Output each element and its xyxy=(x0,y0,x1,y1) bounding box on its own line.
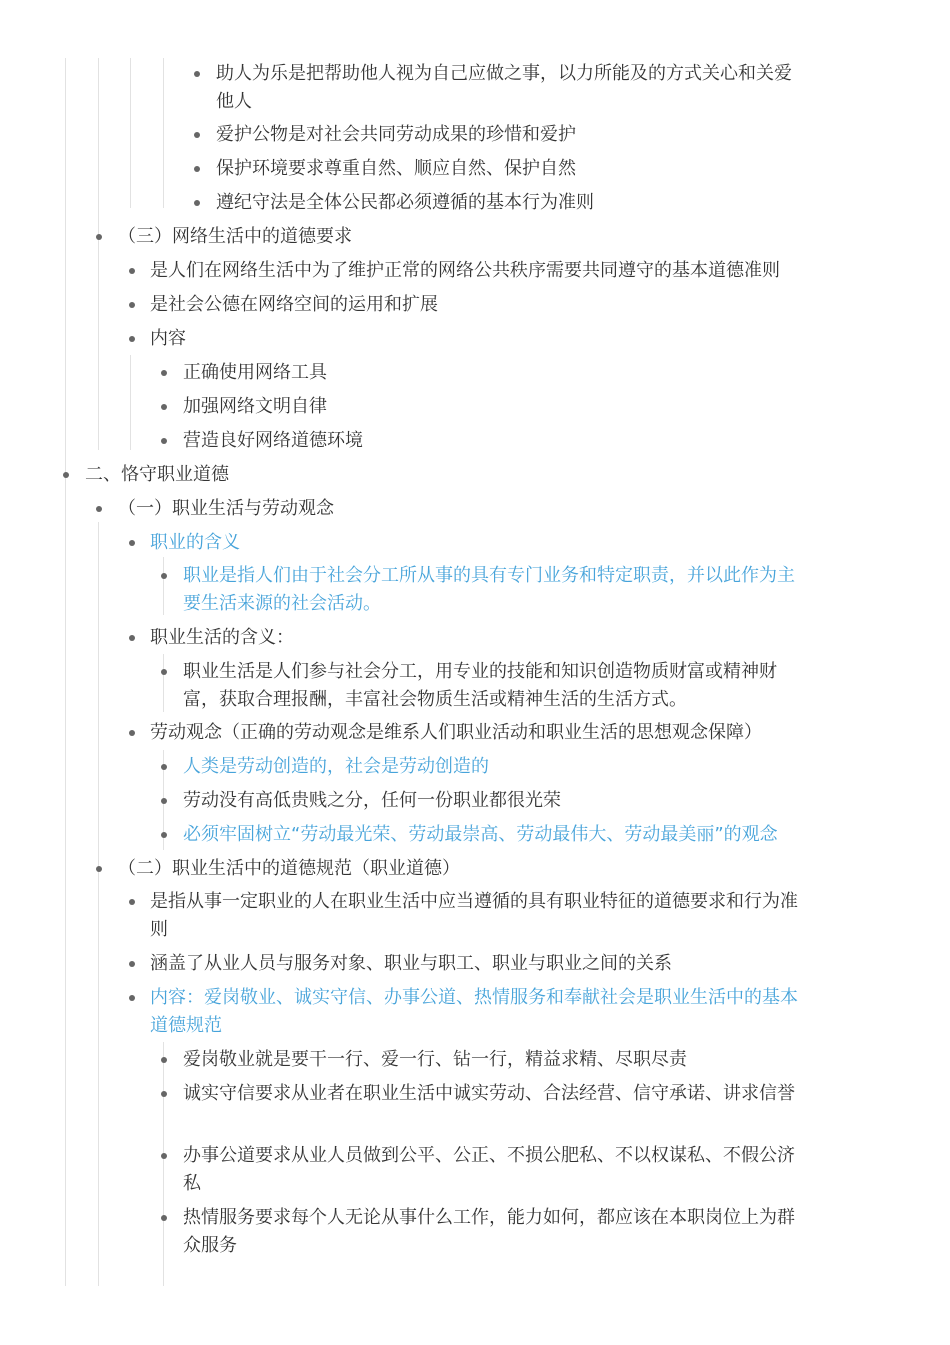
bullet-dot-icon xyxy=(161,1153,167,1159)
list-item-text: 保护环境要求尊重自然、顺应自然、保护自然 xyxy=(216,158,576,179)
bullet-dot-icon xyxy=(63,472,69,478)
list-item-text: 热情服务要求每个人无论从事什么工作，能力如何，都应该在本职岗位上为群众服务 xyxy=(183,1207,795,1256)
bullet-dot-icon xyxy=(161,1215,167,1221)
bullet-dot-icon xyxy=(161,1057,167,1063)
bullet-dot-icon xyxy=(129,268,135,274)
bullet-dot-icon xyxy=(129,540,135,546)
guide-line-level-0 xyxy=(65,58,66,1286)
list-item-text: 职业生活的含义： xyxy=(150,627,294,648)
list-item-text: 是指从事一定职业的人在职业生活中应当遵循的具有职业特征的道德要求和行为准则 xyxy=(150,891,798,940)
guide-line-level-3 xyxy=(163,58,164,208)
list-item-text: 必须牢固树立“劳动最光荣、劳动最崇高、劳动最伟大、劳动最美丽”的观念 xyxy=(183,824,778,845)
guide-line-level-3 xyxy=(163,557,164,615)
list-item-text: 是社会公德在网络空间的运用和扩展 xyxy=(150,294,438,315)
bullet-dot-icon xyxy=(161,573,167,579)
list-item-text: 办事公道要求从业人员做到公平、公正、不损公肥私、不以权谋私、不假公济私 xyxy=(183,1145,795,1194)
list-item-text: （一）职业生活与劳动观念 xyxy=(118,498,334,519)
guide-line-level-1 xyxy=(98,58,99,450)
list-item-text: 助人为乐是把帮助他人视为自己应做之事，以力所能及的方式关心和关爱他人 xyxy=(216,63,792,112)
bullet-dot-icon xyxy=(161,1091,167,1097)
list-item-text: 营造良好网络道德环境 xyxy=(183,430,363,451)
bullet-dot-icon xyxy=(161,370,167,376)
list-item-text: 劳动观念（正确的劳动观念是维系人们职业活动和职业生活的思想观念保障） xyxy=(150,722,762,743)
list-item-text: 职业是指人们由于社会分工所从事的具有专门业务和特定职责，并以此作为主要生活来源的社会活动。 xyxy=(183,565,795,614)
guide-line-level-3 xyxy=(163,654,164,712)
bullet-dot-icon xyxy=(194,200,200,206)
bullet-dot-icon xyxy=(161,764,167,770)
bullet-dot-icon xyxy=(129,730,135,736)
bullet-dot-icon xyxy=(129,899,135,905)
list-item-text: 遵纪守法是全体公民都必须遵循的基本行为准则 xyxy=(216,192,594,213)
list-item-text: （二）职业生活中的道德规范（职业道德） xyxy=(118,858,460,879)
list-item-text: 内容 xyxy=(150,328,186,349)
list-item-text: 职业的含义 xyxy=(150,532,240,553)
list-item-text: 涵盖了从业人员与服务对象、职业与职工、职业与职业之间的关系 xyxy=(150,953,672,974)
list-item-text: 人类是劳动创造的，社会是劳动创造的 xyxy=(183,756,489,777)
bullet-dot-icon xyxy=(96,866,102,872)
bullet-dot-icon xyxy=(129,336,135,342)
guide-line-level-2 xyxy=(130,58,131,208)
list-item-text: 诚实守信要求从业者在职业生活中诚实劳动、合法经营、信守承诺、讲求信誉 xyxy=(183,1083,795,1104)
list-item-text: 加强网络文明自律 xyxy=(183,396,327,417)
list-item-text: （三）网络生活中的道德要求 xyxy=(118,226,352,247)
bullet-dot-icon xyxy=(194,166,200,172)
list-item-text: 职业生活是人们参与社会分工，用专业的技能和知识创造物质财富或精神财富，获取合理报酬，丰富社会物质生活或精神生活的生活方式。 xyxy=(183,661,777,710)
bullet-dot-icon xyxy=(129,961,135,967)
bullet-dot-icon xyxy=(129,635,135,641)
list-item-text: 爱护公物是对社会共同劳动成果的珍惜和爱护 xyxy=(216,124,576,145)
list-item-text: 二、恪守职业道德 xyxy=(85,464,229,485)
bullet-dot-icon xyxy=(161,798,167,804)
list-item-text: 内容：爱岗敬业、诚实守信、办事公道、热情服务和奉献社会是职业生活中的基本道德规范 xyxy=(150,987,798,1036)
bullet-dot-icon xyxy=(96,234,102,240)
bullet-dot-icon xyxy=(96,506,102,512)
list-item-text: 正确使用网络工具 xyxy=(183,362,327,383)
bullet-dot-icon xyxy=(194,71,200,77)
bullet-dot-icon xyxy=(161,669,167,675)
list-item-text: 是人们在网络生活中为了维护正常的网络公共秩序需要共同遵守的基本道德准则 xyxy=(150,260,780,281)
guide-line-level-2 xyxy=(130,355,131,450)
bullet-dot-icon xyxy=(194,132,200,138)
bullet-dot-icon xyxy=(161,832,167,838)
bullet-dot-icon xyxy=(161,438,167,444)
list-item-text: 劳动没有高低贵贱之分，任何一份职业都很光荣 xyxy=(183,790,561,811)
bullet-dot-icon xyxy=(161,404,167,410)
bullet-dot-icon xyxy=(129,302,135,308)
list-item-text: 爱岗敬业就是要干一行、爱一行、钻一行，精益求精、尽职尽责 xyxy=(183,1049,687,1070)
guide-line-level-3 xyxy=(163,1042,164,1286)
bullet-dot-icon xyxy=(129,995,135,1001)
guide-line-level-1 xyxy=(98,522,99,1286)
